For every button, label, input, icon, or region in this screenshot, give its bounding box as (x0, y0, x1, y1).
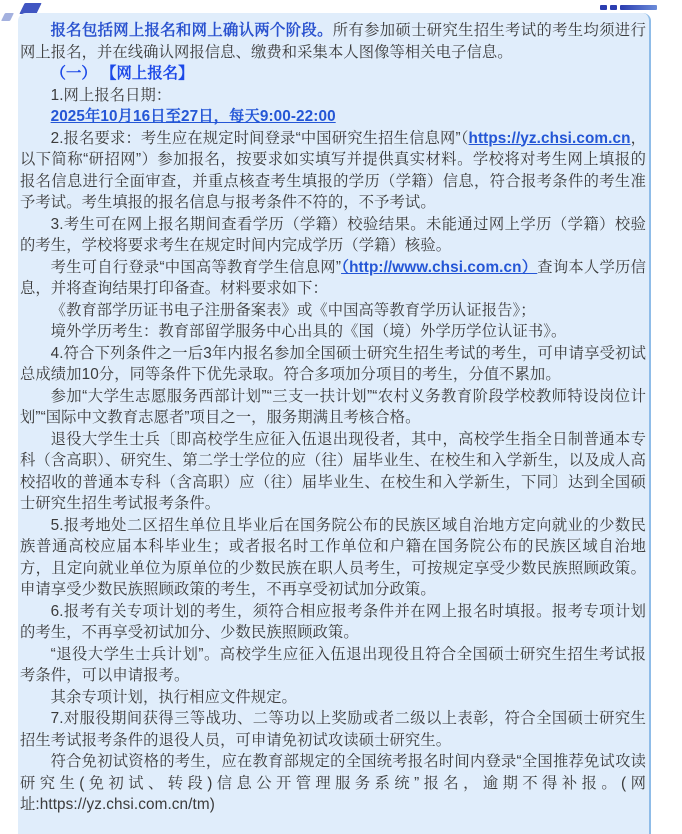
chsi-link[interactable]: （http://www.chsi.com.cn） (341, 258, 538, 276)
paragraph-18 (20, 751, 646, 816)
text-segment: 查询本人学历信息，并将查询结果打印备查。材料要求如下： (20, 258, 647, 297)
paragraph-15 (20, 644, 646, 687)
text-segment: 6.报考有关专项计划的考生，须符合相应报考条件并在网上报名时填报。报考专项计划的考生，不再享受初试加分、少数民族照顾政策。 (20, 602, 646, 641)
decor-dash-bar-icon (620, 5, 657, 10)
paragraph-2 (20, 63, 646, 85)
paragraph-4 (20, 106, 646, 128)
signup-date-link[interactable]: 2025年10月16日至27日，每天9:00-22:00 (50, 108, 336, 125)
text-segment: 参加“大学生志愿服务西部计划”“三支一扶计划”“农村义务教育阶段学校教师特设岗位计划”“国际中文教育志愿者”项目之一，服务期满且考核合格。 (20, 387, 646, 426)
paragraph-12 (20, 429, 646, 515)
paragraph-10 (20, 343, 646, 386)
text-segment: 4.符合下列条件之一后3年内报名参加全国硕士研究生招生考试的考生，可申请享受初试总成绩加10分，同等条件下优先录取。符合多项加分项目的考生，分值不累加。 (20, 344, 646, 383)
paragraph-9 (20, 321, 646, 343)
text-segment: 7.对服役期间获得三等战功、二等功以上奖励或者二级以上表彰，符合全国硕士研究生招生考试报考条件的退役人员，可申请免初试攻读硕士研究生。 (20, 710, 646, 749)
paragraph-17 (20, 708, 646, 751)
text-segment: 退役大学生士兵〔即高校学生应征入伍退出现役者，其中，高校学生指全日制普通本专科（含高职）、研究生、第二学士学位的应（往）届毕业生、在校生和入学新生，以及成人高校招收的普通本专科（含高职）应（往）届毕业生、在校生和入学新生，下同〕达到全国硕士研究生招生考试报考条件。 (20, 430, 646, 512)
text-segment: 5.报考地处二区招生单位且毕业后在国务院公布的民族区域自治地方定向就业的少数民族普通高校应届本科毕业生；或者报名时工作单位和户籍在国务院公布的民族区域自治地方，且定向就业单位为原单位的少数民族在职人员考生，可按规定享受少数民族照顾政策。申请享受少数民族照顾政策的考生，不再享受初试加分政策。 (20, 516, 646, 598)
paragraph-3 (20, 85, 646, 107)
text-segment: 考生可自行登录“中国高等教育学生信息网” (50, 258, 342, 276)
yz-chsi-link[interactable]: https://yz.chsi.com.cn (468, 129, 631, 147)
text-segment: 报名包括网上报名和网上确认两个阶段。 (50, 22, 333, 39)
paragraph-13 (20, 515, 646, 601)
paragraph-11 (20, 386, 646, 429)
decor-parallelogram-small-icon (1, 13, 14, 21)
paragraph-5 (20, 128, 646, 214)
text-segment: 2.报名要求：考生应在规定时间登录“中国研究生招生信息网”（ (50, 129, 469, 147)
paragraph-6 (20, 214, 646, 257)
content-panel (18, 13, 651, 834)
paragraph-14 (20, 601, 646, 644)
text-segment: ，以下简称“研招网”）参加报名，按要求如实填写并提供真实材料。学校将对考生网上填报的报名信息进行全面审查，并重点核查考生填报的学历（学籍）信息，符合报考条件的考生准予考试。考生填报的报名信息与报考条件不符的，不予考试。 (20, 129, 646, 211)
paragraph-1 (20, 20, 646, 63)
text-segment: 境外学历考生：教育部留学服务中心出具的《国（境）外学历学位认证书》。 (50, 323, 567, 340)
text-segment: “退役大学生士兵计划”。高校学生应征入伍退出现役且符合全国硕士研究生招生考试报考条件，可以申请报考。 (20, 645, 646, 684)
text-segment: 符合免初试资格的考生，应在教育部规定的全国统考报名时间内登录“全国推荐免试攻读研究生(免初试、转段)信息公开管理服务系统”报名，逾期不得补报。(网址:https://yz.chsi.com.cn/tm) (20, 753, 646, 813)
decor-dash-square-2-icon (610, 5, 617, 10)
paragraph-8 (20, 300, 646, 322)
text-segment: 1.网上报名日期： (50, 86, 172, 104)
text-segment: 其余专项计划，执行相应文件规定。 (50, 688, 297, 706)
text-segment: 《教育部学历证书电子注册备案表》或《中国高等教育学历认证报告》； (50, 301, 536, 319)
text-segment: 所有参加硕士研究生招生考试的考生均须进行网上报名，并在线确认网报信息、缴费和采集本人图像等相关电子信息。 (20, 22, 646, 61)
document-body (20, 20, 646, 816)
text-segment: 3.考生可在网上报名期间查看学历（学籍）校验结果。未能通过网上学历（学籍）校验的考生，学校将要求考生在规定时间内完成学历（学籍）核验。 (20, 215, 646, 254)
paragraph-16 (20, 687, 646, 709)
paragraph-7 (20, 257, 646, 300)
decor-dash-square-1-icon (600, 5, 607, 10)
section-heading-online-signup: （一） 【网上报名】 (50, 65, 194, 82)
